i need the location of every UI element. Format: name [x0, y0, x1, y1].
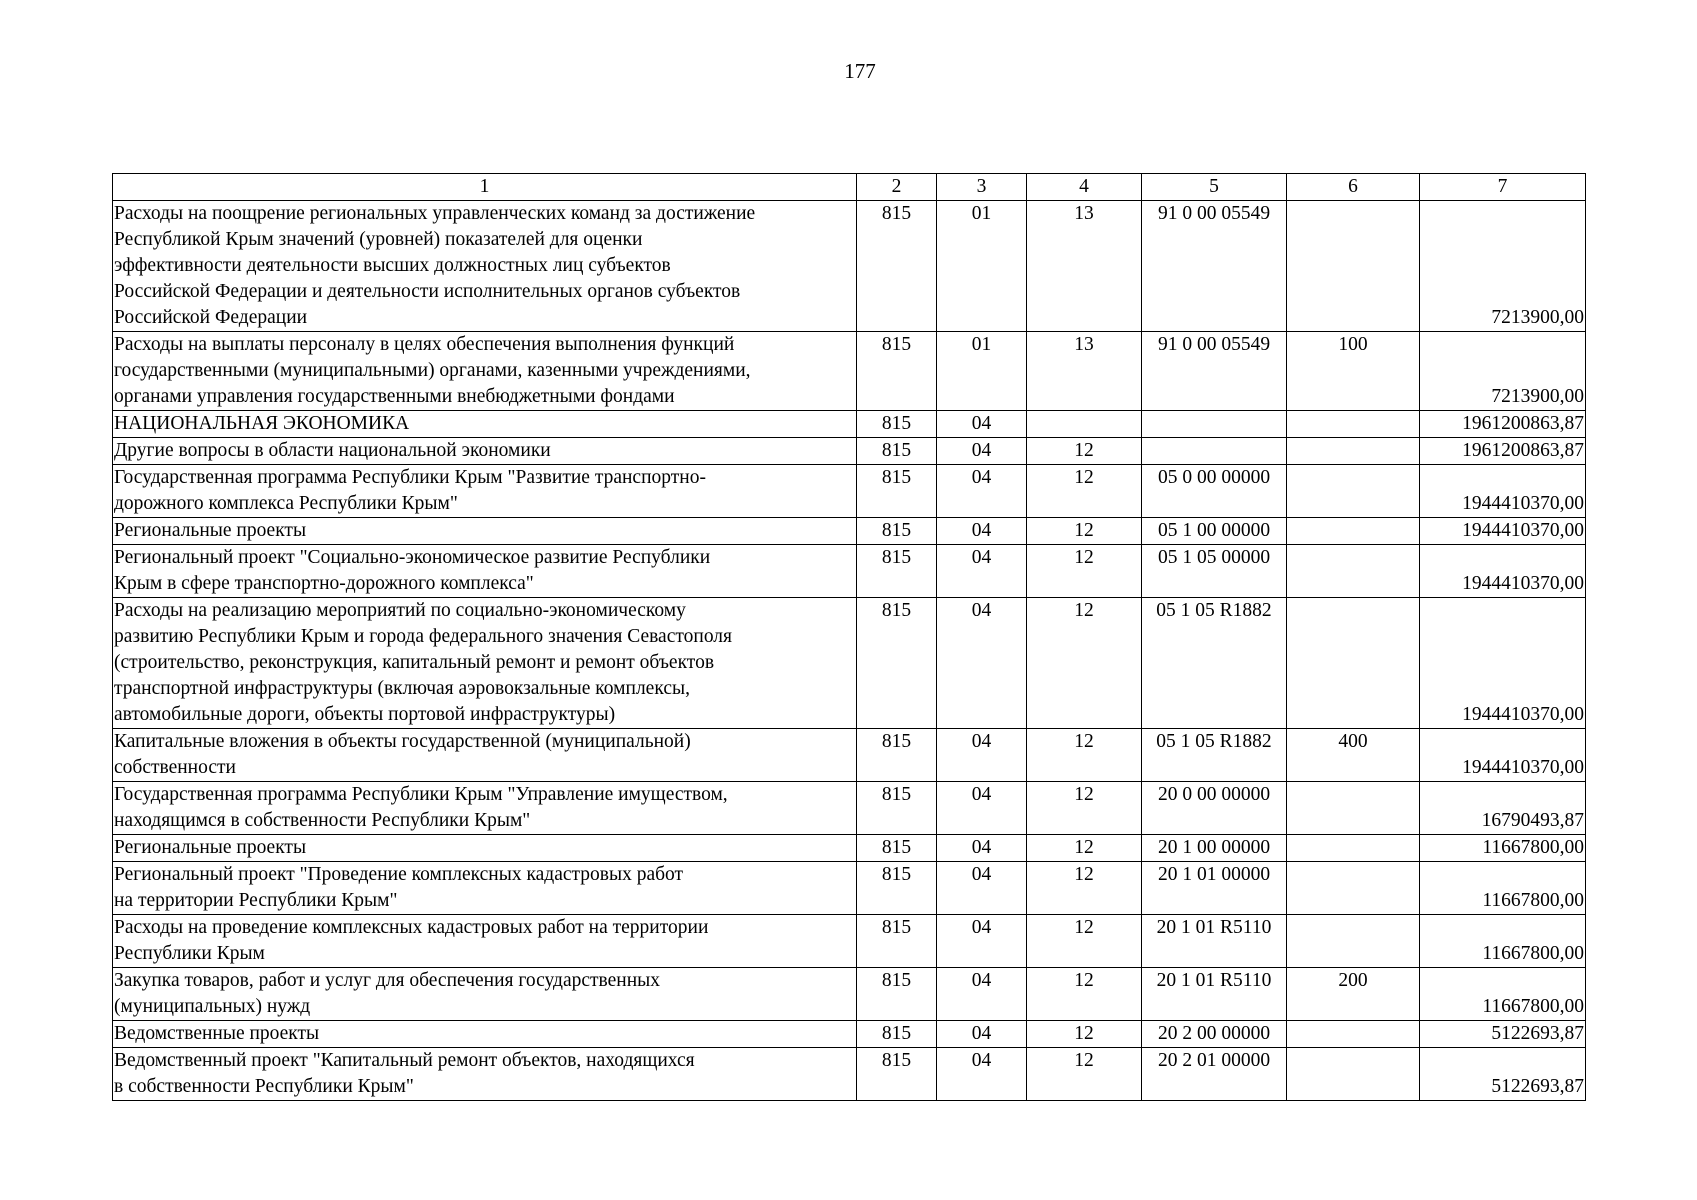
row-target-article: [1142, 438, 1287, 465]
row-name-line: эффективности деятельности высших должностных лиц субъектов: [114, 255, 671, 276]
row-expense-type: [1287, 782, 1420, 835]
table-row: [113, 332, 1586, 411]
row-subsection: 12: [1027, 915, 1142, 968]
row-section: 04: [937, 968, 1027, 1021]
row-expense-type: [1287, 201, 1420, 332]
row-section: 04: [937, 782, 1027, 835]
row-expense-type: [1287, 915, 1420, 968]
row-subsection: 12: [1027, 835, 1142, 862]
row-section: 01: [937, 201, 1027, 332]
row-expense-type: [1287, 598, 1420, 729]
row-name-line: Капитальные вложения в объекты государственной (муниципальной): [114, 731, 691, 752]
row-subsection: 12: [1027, 729, 1142, 782]
row-name-line: Российской Федерации: [114, 307, 308, 328]
row-amount: 5122693,87: [1420, 1048, 1586, 1101]
row-name: [113, 1048, 857, 1101]
row-target-article: 05 0 00 00000: [1142, 465, 1287, 518]
row-name-line: находящимся в собственности Республики Крым": [114, 810, 531, 831]
row-amount: 1961200863,87: [1420, 438, 1586, 465]
row-name: [113, 438, 857, 465]
row-name: [113, 411, 857, 438]
row-amount: 11667800,00: [1420, 835, 1586, 862]
row-name-line: Расходы на проведение комплексных кадастровых работ на территории: [114, 917, 709, 938]
row-subsection: 12: [1027, 438, 1142, 465]
row-expense-type: [1287, 1048, 1420, 1101]
row-amount: 11667800,00: [1420, 915, 1586, 968]
row-name-line: Российской Федерации и деятельности исполнительных органов субъектов: [114, 281, 741, 302]
row-name-line: Расходы на выплаты персоналу в целях обеспечения выполнения функций: [114, 334, 735, 355]
row-amount: 1944410370,00: [1420, 598, 1586, 729]
column-header-2: 2: [857, 174, 937, 201]
row-name: [113, 1021, 857, 1048]
row-amount: 1944410370,00: [1420, 729, 1586, 782]
row-grbs: 815: [857, 465, 937, 518]
column-header-1: 1: [113, 174, 857, 201]
row-name-line: Республики Крым: [114, 943, 265, 964]
row-name: [113, 332, 857, 411]
row-name-line: Расходы на поощрение региональных управленческих команд за достижение: [114, 203, 756, 224]
table-row: [113, 438, 1586, 465]
row-section: 04: [937, 598, 1027, 729]
row-name-line: Ведомственный проект "Капитальный ремонт объектов, находящихся: [114, 1050, 695, 1071]
row-section: 04: [937, 465, 1027, 518]
row-amount: 11667800,00: [1420, 862, 1586, 915]
row-name: [113, 782, 857, 835]
row-grbs: 815: [857, 782, 937, 835]
row-name-line: государственными (муниципальными) органами, казенными учреждениями,: [114, 360, 751, 381]
table-row: [113, 1048, 1586, 1101]
row-target-article: 20 2 00 00000: [1142, 1021, 1287, 1048]
row-target-article: 05 1 05 R1882: [1142, 598, 1287, 729]
row-name-line: Региональный проект "Социально-экономическое развитие Республики: [114, 547, 711, 568]
row-expense-type: 100: [1287, 332, 1420, 411]
table-row: [113, 545, 1586, 598]
row-grbs: 815: [857, 518, 937, 545]
row-subsection: 12: [1027, 545, 1142, 598]
row-expense-type: [1287, 545, 1420, 598]
row-name: [113, 518, 857, 545]
budget-table: [112, 173, 1586, 1101]
row-section: 04: [937, 545, 1027, 598]
row-target-article: [1142, 411, 1287, 438]
row-name-line: Государственная программа Республики Крым "Развитие транспортно-: [114, 467, 706, 488]
row-name: [113, 545, 857, 598]
row-name-line: Расходы на реализацию мероприятий по социально-экономическому: [114, 600, 686, 621]
row-subsection: 12: [1027, 862, 1142, 915]
row-subsection: 12: [1027, 782, 1142, 835]
row-subsection: 12: [1027, 518, 1142, 545]
row-name: [113, 915, 857, 968]
row-target-article: 20 1 01 R5110: [1142, 915, 1287, 968]
row-amount: 1944410370,00: [1420, 545, 1586, 598]
row-target-article: 05 1 05 R1882: [1142, 729, 1287, 782]
row-section: 04: [937, 862, 1027, 915]
table-row: [113, 465, 1586, 518]
row-name-line: Региональные проекты: [114, 520, 307, 541]
row-grbs: 815: [857, 201, 937, 332]
row-subsection: [1027, 411, 1142, 438]
row-amount: 1944410370,00: [1420, 518, 1586, 545]
column-header-6: 6: [1287, 174, 1420, 201]
table-body: [113, 201, 1586, 1101]
row-name-line: собственности: [114, 757, 236, 778]
row-grbs: 815: [857, 862, 937, 915]
table-row: [113, 518, 1586, 545]
row-name: [113, 201, 857, 332]
row-target-article: 91 0 00 05549: [1142, 332, 1287, 411]
table-row: [113, 598, 1586, 729]
row-target-article: 05 1 05 00000: [1142, 545, 1287, 598]
table-row: [113, 1021, 1586, 1048]
row-subsection: 12: [1027, 465, 1142, 518]
row-name-line: (строительство, реконструкция, капитальный ремонт и ремонт объектов: [114, 652, 715, 673]
row-subsection: 13: [1027, 332, 1142, 411]
row-amount: 7213900,00: [1420, 332, 1586, 411]
column-header-4: 4: [1027, 174, 1142, 201]
column-header-3: 3: [937, 174, 1027, 201]
table-row: [113, 729, 1586, 782]
row-section: 04: [937, 729, 1027, 782]
row-grbs: 815: [857, 332, 937, 411]
row-name-line: Другие вопросы в области национальной экономики: [114, 440, 551, 461]
table-row: [113, 782, 1586, 835]
row-expense-type: 200: [1287, 968, 1420, 1021]
row-grbs: 815: [857, 545, 937, 598]
table-row: [113, 915, 1586, 968]
row-target-article: 91 0 00 05549: [1142, 201, 1287, 332]
row-target-article: 20 2 01 00000: [1142, 1048, 1287, 1101]
page-number: 177: [844, 59, 876, 83]
row-subsection: 12: [1027, 1021, 1142, 1048]
row-subsection: 13: [1027, 201, 1142, 332]
column-header-7: 7: [1420, 174, 1586, 201]
row-name-line: в собственности Республики Крым": [114, 1076, 414, 1097]
row-grbs: 815: [857, 438, 937, 465]
row-expense-type: [1287, 438, 1420, 465]
table-row: [113, 201, 1586, 332]
row-target-article: 20 1 01 00000: [1142, 862, 1287, 915]
column-number-row: [113, 174, 1586, 201]
row-section: 04: [937, 438, 1027, 465]
row-amount: 5122693,87: [1420, 1021, 1586, 1048]
row-grbs: 815: [857, 915, 937, 968]
row-grbs: 815: [857, 835, 937, 862]
row-section: 04: [937, 835, 1027, 862]
row-name: [113, 862, 857, 915]
row-name-line: Региональные проекты: [114, 837, 307, 858]
row-grbs: 815: [857, 968, 937, 1021]
row-amount: 11667800,00: [1420, 968, 1586, 1021]
table-row: [113, 835, 1586, 862]
row-name-line: НАЦИОНАЛЬНАЯ ЭКОНОМИКА: [114, 413, 410, 434]
row-name-line: развитию Республики Крым и города федерального значения Севастополя: [114, 626, 733, 647]
row-name-line: Государственная программа Республики Крым "Управление имуществом,: [114, 784, 728, 805]
row-expense-type: [1287, 518, 1420, 545]
row-expense-type: [1287, 465, 1420, 518]
row-name-line: на территории Республики Крым": [114, 890, 398, 911]
row-section: 04: [937, 1021, 1027, 1048]
table-row: [113, 862, 1586, 915]
row-target-article: 20 1 01 R5110: [1142, 968, 1287, 1021]
row-subsection: 12: [1027, 1048, 1142, 1101]
row-name-line: органами управления государственными внебюджетными фондами: [114, 386, 675, 407]
row-expense-type: [1287, 862, 1420, 915]
row-section: 04: [937, 518, 1027, 545]
row-name-line: Крым в сфере транспортно-дорожного комплекса": [114, 573, 534, 594]
row-section: 04: [937, 915, 1027, 968]
row-amount: 16790493,87: [1420, 782, 1586, 835]
row-section: 04: [937, 411, 1027, 438]
row-name: [113, 835, 857, 862]
row-amount: 1944410370,00: [1420, 465, 1586, 518]
row-name-line: Закупка товаров, работ и услуг для обеспечения государственных: [114, 970, 661, 991]
row-grbs: 815: [857, 1048, 937, 1101]
row-name-line: транспортной инфраструктуры (включая аэровокзальные комплексы,: [114, 678, 690, 699]
row-name: [113, 465, 857, 518]
row-name-line: Региональный проект "Проведение комплексных кадастровых работ: [114, 864, 684, 885]
row-expense-type: [1287, 835, 1420, 862]
row-name-line: Ведомственные проекты: [114, 1023, 320, 1044]
row-subsection: 12: [1027, 968, 1142, 1021]
row-target-article: 20 1 00 00000: [1142, 835, 1287, 862]
row-grbs: 815: [857, 598, 937, 729]
row-name-line: (муниципальных) нужд: [114, 996, 311, 1017]
row-section: 04: [937, 1048, 1027, 1101]
row-amount: 7213900,00: [1420, 201, 1586, 332]
row-expense-type: [1287, 1021, 1420, 1048]
row-amount: 1961200863,87: [1420, 411, 1586, 438]
row-name-line: Республикой Крым значений (уровней) показателей для оценки: [114, 229, 643, 250]
row-grbs: 815: [857, 729, 937, 782]
row-section: 01: [937, 332, 1027, 411]
row-name-line: дорожного комплекса Республики Крым": [114, 493, 458, 514]
row-expense-type: [1287, 411, 1420, 438]
row-grbs: 815: [857, 1021, 937, 1048]
table-row: [113, 411, 1586, 438]
row-name: [113, 598, 857, 729]
column-header-5: 5: [1142, 174, 1287, 201]
table-row: [113, 968, 1586, 1021]
row-name-line: автомобильные дороги, объекты портовой инфраструктуры): [114, 704, 616, 725]
row-name: [113, 729, 857, 782]
row-grbs: 815: [857, 411, 937, 438]
row-target-article: 05 1 00 00000: [1142, 518, 1287, 545]
row-target-article: 20 0 00 00000: [1142, 782, 1287, 835]
row-expense-type: 400: [1287, 729, 1420, 782]
row-subsection: 12: [1027, 598, 1142, 729]
row-name: [113, 968, 857, 1021]
